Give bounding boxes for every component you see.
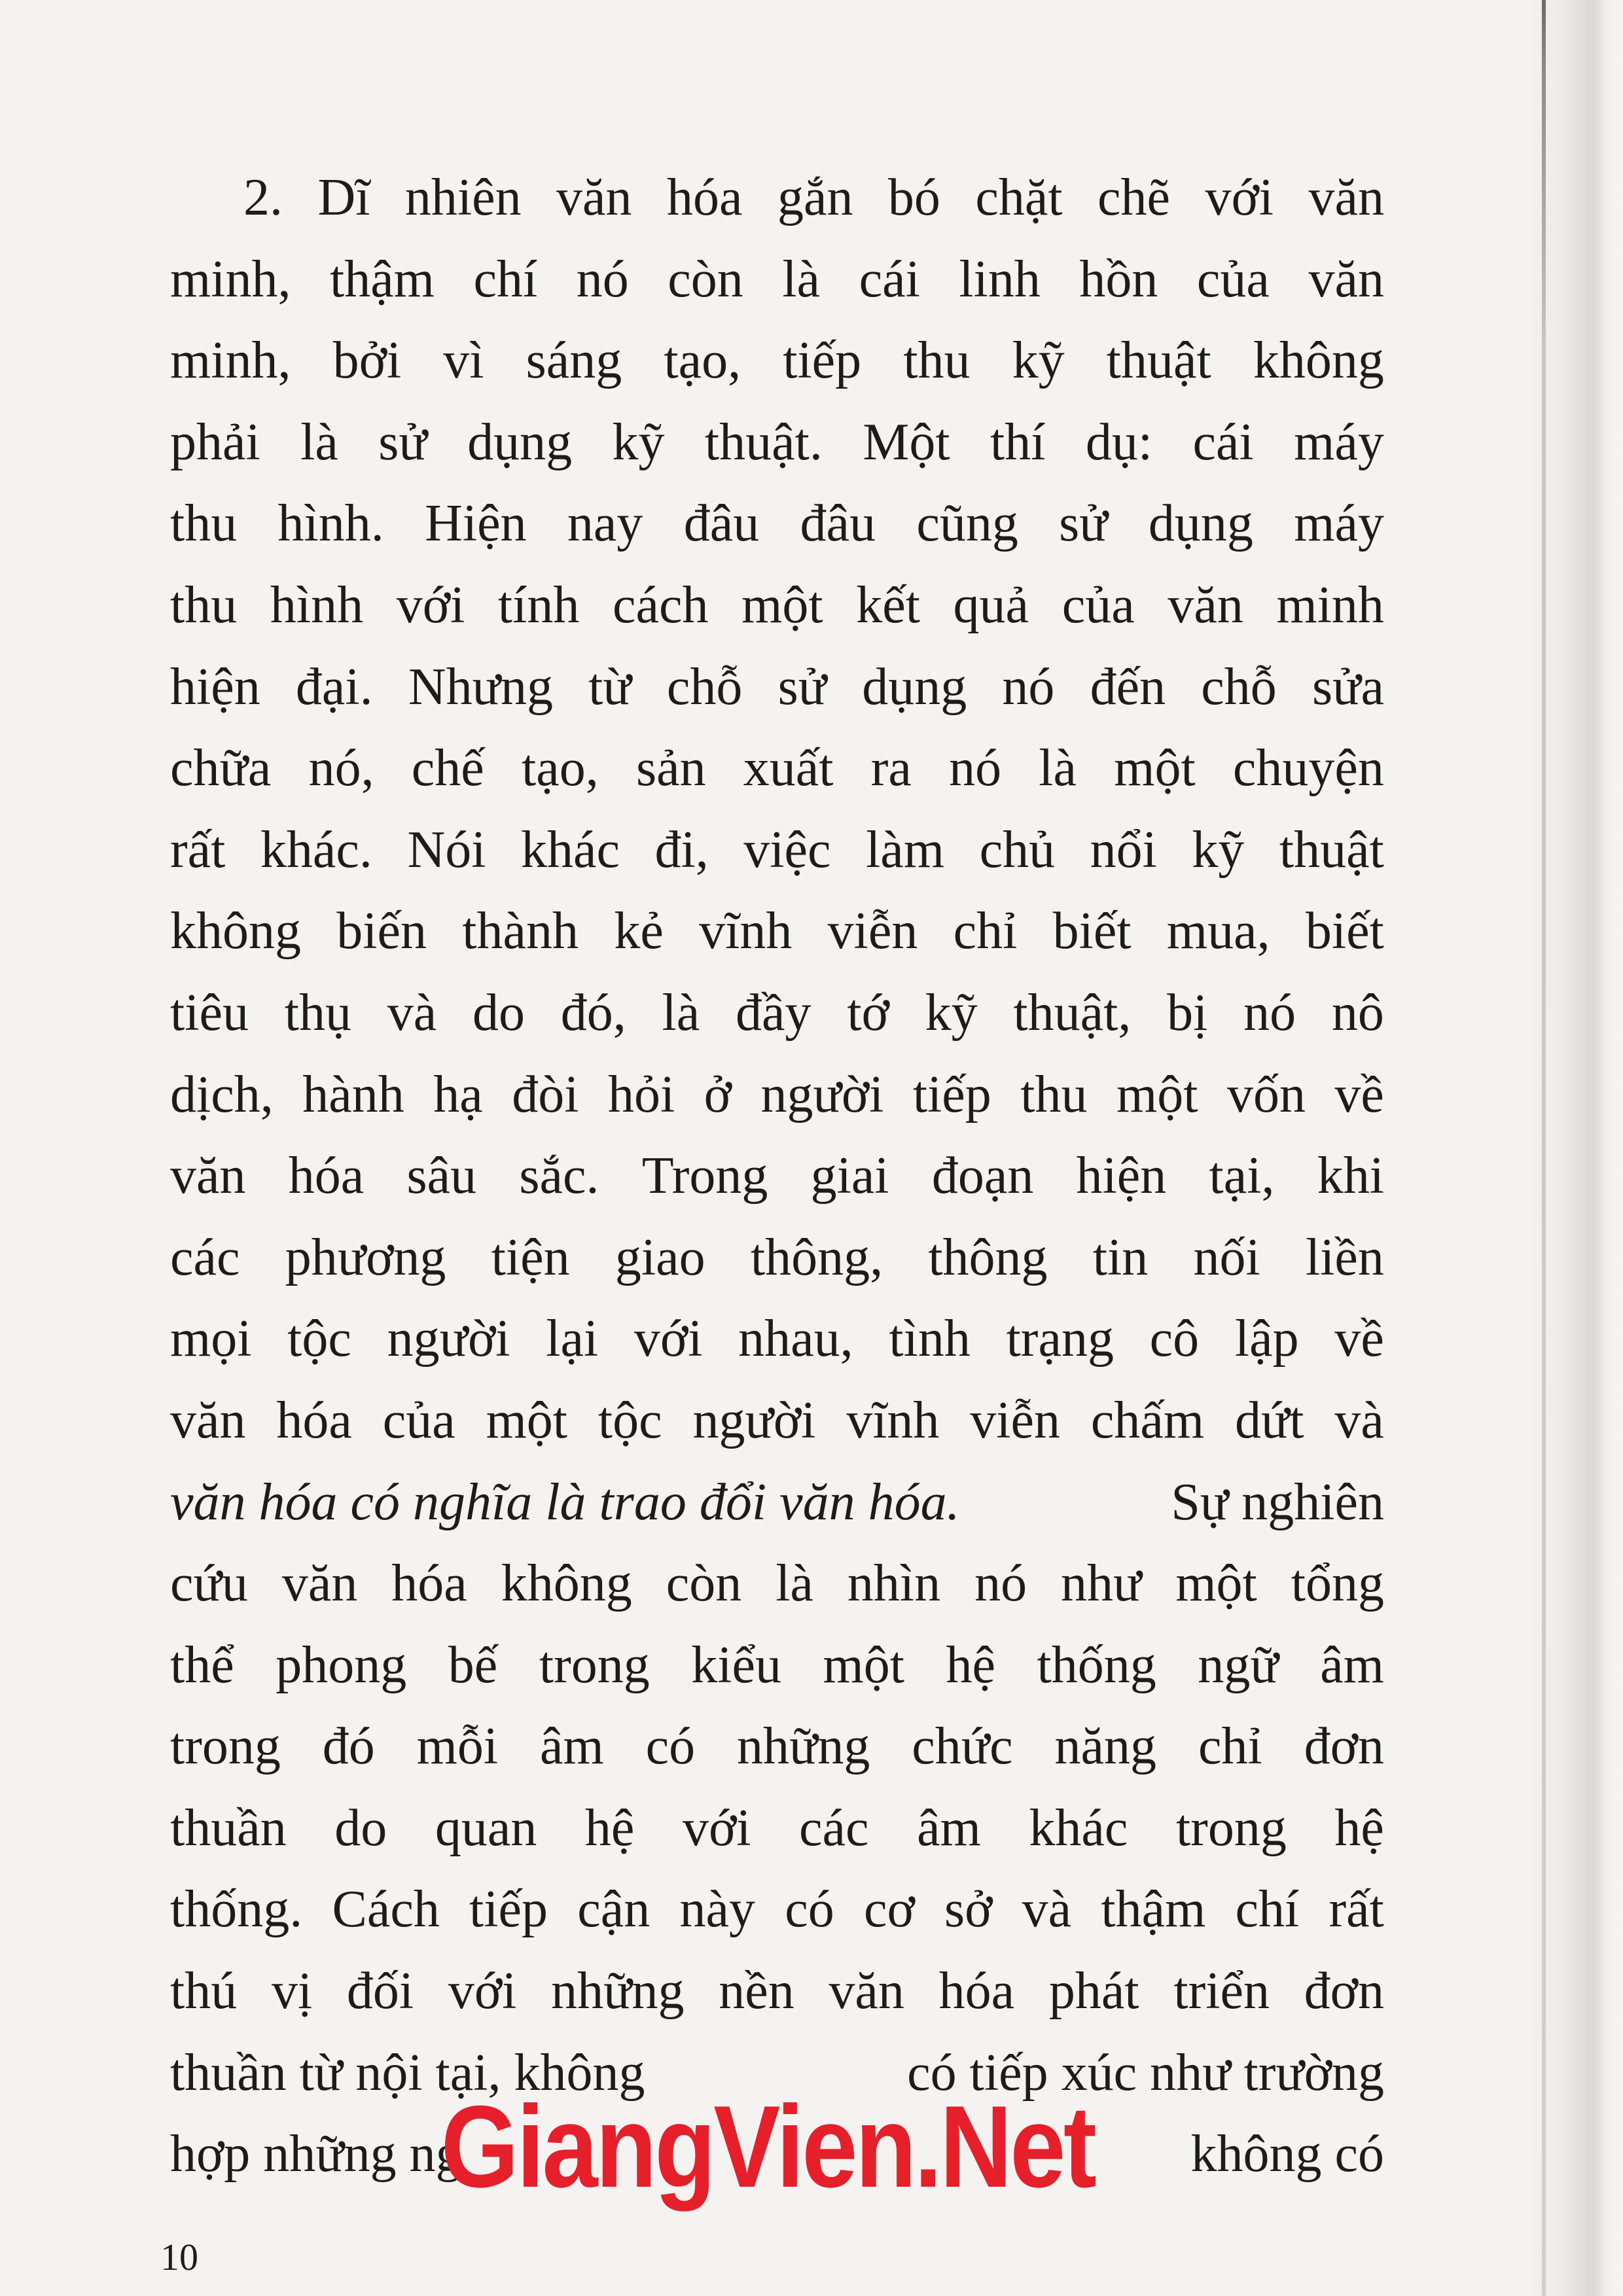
word: với	[448, 1962, 517, 2021]
word: tại,	[1209, 1147, 1275, 1205]
text-line	[170, 565, 1384, 646]
word: hóa	[276, 1391, 352, 1449]
word: ngữ	[1198, 1636, 1279, 1694]
word: xuất	[743, 739, 834, 798]
word: không	[1253, 332, 1384, 390]
word: Nói	[407, 821, 486, 879]
word: một	[486, 1391, 568, 1449]
word: minh,	[170, 332, 291, 390]
text-line	[170, 320, 1384, 402]
word: thống	[1037, 1636, 1156, 1694]
word: hệ	[584, 1799, 635, 1857]
word: mọi	[170, 1310, 252, 1368]
word: chẽ	[1097, 169, 1171, 226]
word: do	[473, 983, 526, 1042]
body-text	[170, 157, 1384, 2195]
word: văn	[1308, 250, 1384, 308]
word: người	[692, 1391, 816, 1449]
word: đó	[322, 1718, 375, 1776]
word: khác	[1029, 1799, 1128, 1857]
partial-left: thuần từ nội tại, không	[170, 2043, 645, 2102]
word: dụ:	[1085, 413, 1153, 471]
word: sửa	[1311, 658, 1384, 716]
word: tình	[889, 1310, 971, 1368]
word: trong	[539, 1636, 650, 1694]
text-line-after	[170, 1869, 1384, 1951]
word: kẻ	[614, 902, 664, 961]
word: cái	[1192, 413, 1254, 471]
word: như	[1061, 1555, 1142, 1613]
word: một	[1116, 1065, 1198, 1123]
word: kỹ	[612, 413, 665, 471]
word: văn	[281, 1555, 358, 1613]
page-number: 10	[160, 2236, 198, 2278]
word: bị	[1167, 983, 1208, 1042]
word: sáng	[526, 332, 622, 390]
word: 2.	[243, 169, 283, 226]
word: vĩnh	[846, 1391, 940, 1449]
page-binding-edge	[1525, 0, 1623, 2296]
word: của	[382, 1391, 455, 1449]
word: trong	[170, 1718, 281, 1776]
word: không	[501, 1555, 632, 1613]
word: tính	[497, 576, 580, 634]
word: tin	[1092, 1228, 1149, 1286]
word: với	[396, 576, 465, 634]
text-line	[170, 402, 1384, 484]
word: hóa	[391, 1555, 467, 1613]
word: sản	[635, 739, 706, 798]
word: thu	[903, 332, 971, 390]
text-line	[170, 1135, 1384, 1217]
word: giai	[810, 1147, 889, 1205]
word: một	[823, 1636, 904, 1694]
word: người	[387, 1310, 510, 1368]
word: Một	[863, 413, 950, 471]
word: tiếp	[912, 1065, 991, 1123]
word: tộc	[287, 1310, 351, 1368]
word: là	[1039, 739, 1077, 798]
word: thậm	[1101, 1881, 1206, 1939]
word: giao	[615, 1228, 705, 1286]
watermark-logo: GiangVien.Net	[440, 2081, 1095, 2212]
word: nó	[1243, 983, 1296, 1042]
word: đại.	[295, 658, 373, 716]
text-line	[170, 1054, 1384, 1136]
word: chỗ	[666, 658, 743, 716]
text-line-after	[170, 1951, 1384, 2032]
word: hình	[270, 576, 364, 634]
word: sâu	[406, 1147, 477, 1205]
word: tổng	[1291, 1555, 1384, 1613]
word: cái	[859, 250, 920, 308]
word: vì	[443, 332, 484, 390]
text-line	[170, 728, 1384, 809]
word: một	[1175, 1555, 1257, 1613]
word: viễn	[827, 902, 918, 961]
word: nổi	[1090, 821, 1157, 879]
word: đó,	[560, 983, 626, 1042]
word: việc	[743, 821, 831, 879]
word: đối	[346, 1962, 414, 2021]
word: hóa	[288, 1147, 365, 1205]
word: quan	[435, 1799, 537, 1857]
word: của	[1196, 250, 1270, 308]
word: ở	[704, 1065, 732, 1123]
word: phải	[170, 413, 260, 471]
word: chỉ	[1198, 1718, 1262, 1776]
word: mỗi	[416, 1718, 499, 1776]
word: âm	[917, 1799, 981, 1857]
word: với	[682, 1799, 751, 1857]
word: âm	[1320, 1636, 1384, 1694]
word: bởi	[332, 332, 402, 390]
word: thuật.	[704, 413, 823, 471]
word: các	[170, 1228, 240, 1286]
text-line	[170, 1298, 1384, 1380]
text-line	[170, 239, 1384, 321]
word: nhiên	[404, 169, 522, 226]
word: hóa	[667, 169, 743, 226]
word: minh,	[170, 250, 291, 308]
word: này	[679, 1881, 755, 1939]
word: dụng	[1148, 495, 1253, 553]
partial-left: hợp những ng	[170, 2125, 462, 2183]
word: trạng	[1006, 1310, 1114, 1368]
word: minh	[1276, 576, 1384, 634]
word: kết	[856, 576, 920, 634]
word: lập	[1234, 1310, 1299, 1368]
word: thuật,	[1013, 983, 1132, 1042]
word: một	[741, 576, 823, 634]
word: âm	[540, 1718, 604, 1776]
word: khác.	[260, 821, 372, 879]
word: năng	[1054, 1718, 1157, 1776]
word: những	[737, 1718, 870, 1776]
word: do	[334, 1799, 387, 1857]
text-line	[170, 483, 1384, 565]
text-line	[170, 809, 1384, 891]
word: thuật	[1279, 821, 1384, 879]
word: đầy	[736, 983, 812, 1042]
word: gắn	[777, 169, 853, 226]
word: nô	[1331, 983, 1384, 1042]
word: dịch,	[170, 1065, 274, 1123]
word: vị	[271, 1962, 313, 2021]
word: một	[1114, 739, 1196, 798]
word: chặt	[975, 169, 1063, 226]
text-line	[170, 891, 1384, 972]
word: đi,	[654, 821, 709, 879]
word: lại	[546, 1310, 599, 1368]
word: văn	[1168, 576, 1243, 634]
word: chủ	[979, 821, 1056, 879]
word: còn	[668, 250, 743, 308]
word: người	[760, 1065, 884, 1123]
word: linh	[959, 250, 1041, 308]
word: thuần	[170, 1799, 287, 1857]
word: đơn	[1304, 1718, 1384, 1776]
word: triển	[1173, 1962, 1270, 2021]
word: chỉ	[953, 902, 1018, 961]
word: máy	[1294, 413, 1384, 471]
word: nó	[576, 250, 629, 308]
word: dứt	[1234, 1391, 1304, 1449]
word: bế	[448, 1636, 498, 1694]
word: nay	[567, 495, 643, 553]
word: chấm	[1090, 1391, 1205, 1449]
word: tạo,	[522, 739, 599, 798]
word: hạ	[433, 1065, 483, 1123]
word: từ	[588, 658, 632, 716]
word: chuyện	[1232, 739, 1384, 798]
word: hệ	[1334, 1799, 1384, 1857]
word: thí	[990, 413, 1046, 471]
word: là	[776, 1555, 813, 1613]
word: cũng	[916, 495, 1018, 553]
word: là	[782, 250, 821, 308]
word: chức	[912, 1718, 1013, 1776]
word: không	[170, 902, 301, 961]
word: nhau,	[738, 1310, 853, 1368]
word: biến	[336, 902, 427, 961]
word: đòi	[512, 1065, 579, 1123]
word: thành	[462, 902, 579, 961]
word: thông	[928, 1228, 1048, 1286]
word: quả	[953, 576, 1029, 634]
word: hình.	[277, 495, 384, 553]
word: đâu	[683, 495, 760, 553]
word: trong	[1175, 1799, 1287, 1857]
word: thậm	[329, 250, 435, 308]
word: hỏi	[607, 1065, 675, 1123]
word: thông,	[750, 1228, 883, 1286]
word: Trong	[641, 1147, 768, 1205]
word: chí	[473, 250, 538, 308]
word: sở	[944, 1881, 993, 1939]
word: tiêu	[170, 983, 249, 1042]
word: hóa	[938, 1962, 1015, 2021]
word: hệ	[946, 1636, 996, 1694]
word: ra	[870, 739, 912, 798]
text-line-italic	[170, 1462, 1384, 1544]
word: thụ	[284, 983, 351, 1042]
word: văn	[170, 1147, 246, 1205]
text-line-after	[170, 1625, 1384, 1706]
word: kỹ	[1192, 821, 1245, 879]
word: tiện	[491, 1228, 570, 1286]
word: biết	[1305, 902, 1384, 961]
word: văn	[1308, 169, 1384, 226]
word: nó	[949, 739, 1002, 798]
word: thu	[170, 576, 238, 634]
word: về	[1334, 1065, 1384, 1123]
word: về	[1334, 1310, 1384, 1368]
word: biết	[1052, 902, 1132, 961]
word: chế	[411, 739, 484, 798]
word: nối	[1193, 1228, 1260, 1286]
word: văn	[170, 1391, 246, 1449]
word: phong	[276, 1636, 407, 1694]
partial-right: có tiếp xúc như trường	[907, 2043, 1384, 2102]
word: liền	[1305, 1228, 1384, 1286]
word: kỹ	[1012, 332, 1065, 390]
word: thống.	[170, 1881, 303, 1939]
text-line	[170, 157, 1384, 239]
word: của	[1061, 576, 1135, 634]
word: với	[1205, 169, 1274, 226]
partial-right: không có	[1190, 2125, 1384, 2183]
word: phát	[1048, 1962, 1139, 2021]
word: chí	[1235, 1881, 1300, 1939]
word: cận	[577, 1881, 651, 1939]
word: văn	[556, 169, 632, 226]
word: vốn	[1226, 1065, 1306, 1123]
word: tạo,	[664, 332, 741, 390]
word: rất	[1329, 1881, 1384, 1939]
word: và	[1022, 1881, 1072, 1939]
word: đoạn	[931, 1147, 1034, 1205]
word: nó	[974, 1555, 1027, 1613]
word: vĩnh	[699, 902, 793, 961]
word: dụng	[467, 413, 573, 471]
word: sử	[777, 658, 827, 716]
word: Hiện	[425, 495, 527, 553]
word: bó	[887, 169, 940, 226]
word: Cách	[332, 1881, 440, 1939]
word: sử	[1059, 495, 1108, 553]
word: đơn	[1304, 1962, 1384, 2021]
word: thu	[170, 495, 238, 553]
word: đến	[1090, 658, 1166, 716]
word: viễn	[970, 1391, 1060, 1449]
word: còn	[666, 1555, 742, 1613]
word: và	[1334, 1391, 1384, 1449]
word: là	[662, 983, 700, 1042]
word: làm	[866, 821, 945, 879]
word: máy	[1294, 495, 1384, 553]
word: sử	[378, 413, 427, 471]
word: kiểu	[691, 1636, 781, 1694]
word: kỹ	[925, 983, 978, 1042]
word: nhìn	[847, 1555, 941, 1613]
word: thu	[1020, 1065, 1088, 1123]
word: với	[633, 1310, 703, 1368]
word: thú	[170, 1962, 238, 2021]
word: tộc	[597, 1391, 662, 1449]
page-edge-shadow	[1542, 0, 1546, 2296]
word: các	[799, 1799, 869, 1857]
word: hành	[302, 1065, 404, 1123]
word: rất	[170, 821, 226, 879]
word: đâu	[800, 495, 876, 553]
word: hiện	[170, 658, 260, 716]
word: cô	[1149, 1310, 1200, 1368]
word: phương	[285, 1228, 446, 1286]
text-line	[170, 1217, 1384, 1299]
word: Nhưng	[408, 658, 553, 716]
text-line	[170, 972, 1384, 1054]
text-line	[170, 1380, 1384, 1462]
word: chữa	[170, 739, 272, 798]
italic-line-rest: Sự nghiên	[1171, 1473, 1384, 1531]
word: hồn	[1079, 250, 1158, 308]
text-line-after	[170, 1706, 1384, 1788]
word: cơ	[863, 1881, 915, 1939]
text-line-after	[170, 1788, 1384, 1869]
word: tớ	[847, 983, 889, 1042]
word: tiếp	[783, 332, 862, 390]
word: tiếp	[469, 1881, 548, 1939]
italic-phrase: văn hóa có nghĩa là trao đổi văn hóa.	[170, 1473, 960, 1531]
word: khác	[520, 821, 620, 879]
word: thể	[170, 1636, 234, 1694]
word: có	[645, 1718, 696, 1776]
word: sắc.	[519, 1147, 599, 1205]
word: có	[785, 1881, 834, 1939]
word: những	[551, 1962, 685, 2021]
word: cứu	[170, 1555, 248, 1613]
word: khi	[1317, 1147, 1384, 1205]
word: chỗ	[1201, 658, 1277, 716]
word: Dĩ	[317, 169, 370, 226]
word: văn	[829, 1962, 904, 2021]
word: hiện	[1076, 1147, 1167, 1205]
word: và	[387, 983, 437, 1042]
word: nó	[1002, 658, 1055, 716]
text-line-after	[170, 1543, 1384, 1625]
word: thuật	[1106, 332, 1211, 390]
word: dụng	[862, 658, 967, 716]
text-line	[170, 646, 1384, 728]
word: cách	[612, 576, 709, 634]
word: nền	[719, 1962, 794, 2021]
word: nó,	[308, 739, 374, 798]
word: mua,	[1166, 902, 1270, 961]
word: là	[300, 413, 338, 471]
